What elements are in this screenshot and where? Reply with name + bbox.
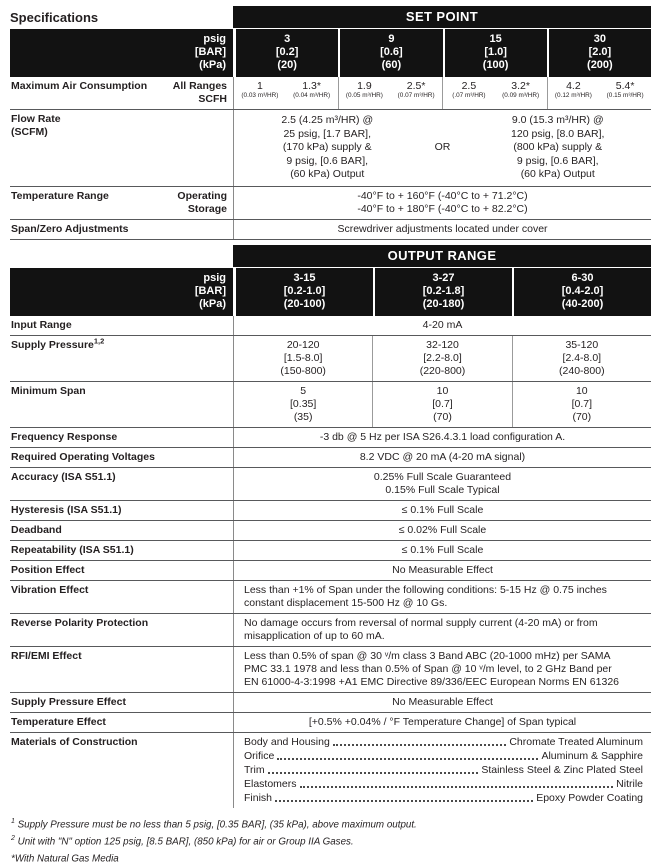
row-label [10, 77, 233, 109]
row-repeatability [10, 541, 651, 561]
label-text: Repeatability (ISA S51.1) [11, 544, 134, 557]
label-text: Reverse Polarity Protection [11, 617, 148, 630]
value-text: No Measurable Effect [236, 564, 649, 577]
set-point-column-3 [443, 29, 547, 77]
row-accuracy [10, 468, 651, 501]
value-line: [1.5-8.0] [234, 352, 372, 365]
value-text: ≤ 0.1% Full Scale [236, 544, 649, 557]
value-pair [390, 80, 442, 106]
col-line: (20-100) [236, 298, 373, 311]
material-item [234, 763, 649, 777]
value: 2.5* [390, 80, 442, 92]
value-line: 10 [373, 385, 511, 398]
value: 3.2* [495, 80, 547, 92]
value-line: 35-120 [513, 339, 651, 352]
row-hysteresis [10, 501, 651, 521]
max-air-cell-1 [234, 77, 338, 109]
label-text: Hysteresis (ISA S51.1) [11, 504, 122, 517]
value-text: No Measurable Effect [236, 696, 649, 709]
set-point-column-1 [236, 29, 338, 77]
row-input-range [10, 316, 651, 336]
row-position-effect [10, 561, 651, 581]
value-line: (70) [373, 411, 511, 424]
row-label [10, 647, 233, 692]
flow-line: 9 psig, [0.6 BAR], [465, 155, 652, 169]
col-line: (200) [549, 59, 651, 72]
or-separator: OR [421, 141, 465, 154]
col-line: 3-27 [375, 272, 512, 285]
row-supply-pressure [10, 336, 651, 382]
unit-line: (kPa) [10, 298, 226, 311]
row-minimum-span [10, 382, 651, 428]
row-rfi-emi [10, 647, 651, 693]
value: 5.4* [599, 80, 651, 92]
label-text: Materials of Construction [11, 736, 138, 749]
row-label [10, 541, 233, 560]
material-value: Nitrile [616, 777, 643, 791]
unit: (0.03 m³/HR) [234, 92, 286, 100]
value-line: (70) [513, 411, 651, 424]
output-range-unit-cell [10, 268, 233, 316]
footnote-marker: 1 [11, 818, 15, 825]
value-text: [+0.5% +0.04% / °F Temperature Change] of Span typical [236, 716, 649, 729]
label-line: (SCFM) [11, 126, 61, 139]
row-label [10, 501, 233, 520]
value-line: misapplication of up to 60 mA. [244, 630, 649, 643]
flow-line: (60 kPa) Output [234, 168, 421, 182]
footnotes [10, 808, 651, 865]
label-text: Minimum Span [11, 385, 86, 398]
value-line: 32-120 [373, 339, 511, 352]
row-value [233, 713, 651, 732]
row-value [233, 468, 651, 500]
col-line: [0.2] [236, 46, 338, 59]
temperature-values [233, 187, 651, 219]
value: 1.3* [286, 80, 338, 92]
value: 2.5 [443, 80, 495, 92]
output-range-column-3 [512, 268, 651, 316]
label-line: Flow Rate [11, 113, 61, 126]
value-line: [2.4-8.0] [513, 352, 651, 365]
label-text: Accuracy (ISA S51.1) [11, 471, 116, 484]
footnote-1 [11, 815, 651, 832]
row-value [233, 501, 651, 520]
unit: (.07 m³/HR) [443, 92, 495, 100]
set-point-columns [236, 29, 651, 77]
unit-line: (kPa) [10, 59, 226, 72]
label-text [11, 339, 104, 352]
row-label [10, 614, 233, 646]
output-range-column-1 [236, 268, 373, 316]
value-line: [0.35] [234, 398, 372, 411]
label-text: Span/Zero Adjustments [11, 223, 128, 236]
row-flow-rate [10, 110, 651, 187]
row-supply-pressure-effect [10, 693, 651, 713]
col-line: (60) [340, 59, 442, 72]
dot-leader [275, 800, 533, 802]
col-line: (40-200) [514, 298, 651, 311]
value-pair [286, 80, 338, 106]
value-text: ≤ 0.1% Full Scale [236, 504, 649, 517]
value-line: (240-800) [513, 365, 651, 378]
value-line: 20-120 [234, 339, 372, 352]
label-text: Input Range [11, 319, 72, 332]
col-line: 15 [445, 33, 547, 46]
material-name: Orifice [244, 749, 274, 763]
row-label [10, 733, 233, 808]
minimum-span-cell-3 [512, 382, 651, 427]
span-zero-value [233, 220, 651, 239]
row-value [233, 581, 651, 613]
flow-rate-high [465, 114, 652, 182]
value-line: (220-800) [373, 365, 511, 378]
flow-line: 2.5 (4.25 m³/HR) @ [234, 114, 421, 128]
label-text: Supply Pressure Effect [11, 696, 126, 709]
minimum-span-cells [233, 382, 651, 427]
materials-list [233, 733, 651, 808]
set-point-unit-cell [10, 29, 233, 77]
row-label [10, 581, 233, 613]
material-name: Finish [244, 791, 272, 805]
row-label [10, 382, 233, 427]
label-text: Required Operating Voltages [11, 451, 155, 464]
row-value [233, 448, 651, 467]
row-label [10, 187, 233, 219]
flow-rate-low [234, 114, 421, 182]
flow-line: (170 kPa) supply & [234, 141, 421, 155]
col-line: [1.0] [445, 46, 547, 59]
max-air-cell-3 [442, 77, 547, 109]
supply-pressure-cells [233, 336, 651, 381]
supply-pressure-cell-3 [512, 336, 651, 381]
row-value [233, 521, 651, 540]
unit: (0.12 m³/HR) [548, 92, 600, 100]
label-text: Frequency Response [11, 431, 117, 444]
material-name: Elastomers [244, 777, 297, 791]
output-range-units-row [10, 268, 651, 316]
row-label [10, 110, 233, 186]
label-inner: Supply Pressure [11, 339, 94, 351]
row-value [233, 693, 651, 712]
footnote-text: Supply Pressure must be no less than 5 psig, [0.35 BAR], (35 kPa), above maximum output. [15, 819, 417, 830]
dot-leader [300, 786, 614, 788]
footnote-asterisk [11, 849, 651, 865]
material-value: Chromate Treated Aluminum [509, 735, 643, 749]
value: 4.2 [548, 80, 600, 92]
value-line: PMC 33.1 1978 and less than 0.5% of Span @ 10 ᵛ/m level, to 2 GHz Band per [244, 663, 649, 676]
value-line: [2.2-8.0] [373, 352, 511, 365]
unit-line: psig [10, 272, 226, 285]
row-value [233, 647, 651, 692]
material-name: Trim [244, 763, 265, 777]
footnote-ref: 1,2 [94, 336, 104, 345]
col-line: [0.2-1.0] [236, 285, 373, 298]
col-line: (100) [445, 59, 547, 72]
value-pair [548, 80, 600, 106]
material-value: Stainless Steel & Zinc Plated Steel [481, 763, 643, 777]
value-line: 0.15% Full Scale Typical [236, 484, 649, 497]
value-line: [0.7] [513, 398, 651, 411]
value-text: -3 db @ 5 Hz per ISA S26.4.3.1 load configuration A. [236, 431, 649, 444]
material-value: Aluminum & Sapphire [541, 749, 643, 763]
value-pair [234, 80, 286, 106]
label-text: Temperature Range [11, 190, 109, 203]
set-point-band-title: SET POINT [233, 6, 651, 28]
value-pair [443, 80, 495, 106]
value-line: EN 61000-4-3:1998 +A1 EMC Directive 89/336/EEC European Norms EN 61326 [244, 676, 649, 689]
value-line: constant displacement 15-500 Hz @ 10 Gs. [244, 597, 649, 610]
row-value [233, 561, 651, 580]
unit: (0.07 m³/HR) [390, 92, 442, 100]
label-text: Maximum Air Consumption [11, 80, 147, 93]
page-title: Specifications [10, 6, 233, 25]
unit: (0.15 m³/HR) [599, 92, 651, 100]
material-item [234, 735, 649, 749]
sub-line: Storage [177, 203, 227, 216]
output-range-column-2 [373, 268, 512, 316]
value: 1.9 [339, 80, 391, 92]
row-value [233, 541, 651, 560]
row-frequency-response [10, 428, 651, 448]
unit-line: psig [10, 33, 226, 46]
row-materials [10, 733, 651, 808]
col-line: [0.6] [340, 46, 442, 59]
value-line: (150-800) [234, 365, 372, 378]
title-corner [10, 6, 233, 28]
value-text: 4-20 mA [236, 319, 649, 332]
label-sub [173, 80, 233, 106]
row-label [10, 561, 233, 580]
label-text: Temperature Effect [11, 716, 106, 729]
row-label [10, 448, 233, 467]
col-line: (20) [236, 59, 338, 72]
value-line: Less than +1% of Span under the following conditions: 5-15 Hz @ 0.75 inches [244, 584, 649, 597]
label-text: Deadband [11, 524, 62, 537]
value-text: Screwdriver adjustments located under cover [236, 223, 649, 236]
max-air-cells [233, 77, 651, 109]
row-label [10, 336, 233, 381]
value: 1 [234, 80, 286, 92]
value-line: 5 [234, 385, 372, 398]
value-pair [599, 80, 651, 106]
flow-line: (800 kPa) supply & [465, 141, 652, 155]
col-line: 6-30 [514, 272, 651, 285]
storage-range: -40°F to + 180°F (-40°C to + 82.2°C) [236, 203, 649, 216]
value-text: ≤ 0.02% Full Scale [236, 524, 649, 537]
flow-line: 9 psig, [0.6 BAR], [234, 155, 421, 169]
blank-corner [10, 245, 233, 267]
max-air-cell-2 [338, 77, 443, 109]
row-value [233, 614, 651, 646]
row-vibration-effect [10, 581, 651, 614]
flow-line: 120 psig, [8.0 BAR], [465, 128, 652, 142]
supply-pressure-cell-1 [234, 336, 372, 381]
footnote-text: Unit with "N" option 125 psig, [8.5 BAR], (850 kPa) for air or Group IIA Gases. [15, 836, 354, 847]
output-range-band-title: OUTPUT RANGE [233, 245, 651, 267]
label-text: Vibration Effect [11, 584, 88, 597]
value-line: 10 [513, 385, 651, 398]
footnote-marker: 2 [11, 835, 15, 842]
row-label [10, 713, 233, 732]
row-temperature-effect [10, 713, 651, 733]
row-label [10, 428, 233, 447]
col-line: 3-15 [236, 272, 373, 285]
label-sub [177, 190, 233, 216]
row-value [233, 428, 651, 447]
col-line: (20-180) [375, 298, 512, 311]
row-label [10, 693, 233, 712]
dot-leader [268, 772, 479, 774]
label-text [11, 113, 61, 139]
max-air-cell-4 [547, 77, 652, 109]
value-line: (35) [234, 411, 372, 424]
set-point-column-4 [547, 29, 651, 77]
flow-line: 9.0 (15.3 m³/HR) @ [465, 114, 652, 128]
material-value: Epoxy Powder Coating [536, 791, 643, 805]
flow-rate-content [233, 110, 651, 186]
minimum-span-cell-2 [372, 382, 511, 427]
flow-line: 25 psig, [1.7 BAR], [234, 128, 421, 142]
col-line: 3 [236, 33, 338, 46]
sub-line: All Ranges [173, 80, 227, 93]
unit-line: [BAR] [10, 285, 226, 298]
operating-range: -40°F to + 160°F (-40°C to + 71.2°C) [236, 190, 649, 203]
material-item [234, 791, 649, 805]
input-range-value [233, 316, 651, 335]
set-point-column-2 [338, 29, 442, 77]
material-item [234, 777, 649, 791]
col-line: 9 [340, 33, 442, 46]
material-item [234, 749, 649, 763]
set-point-header-row [10, 6, 651, 28]
row-label [10, 316, 233, 335]
value-line: [0.7] [373, 398, 511, 411]
row-max-air-consumption [10, 77, 651, 110]
col-line: 30 [549, 33, 651, 46]
row-deadband [10, 521, 651, 541]
row-span-zero [10, 220, 651, 240]
dot-leader [333, 744, 507, 746]
label-text: RFI/EMI Effect [11, 650, 82, 663]
footnote-2 [11, 832, 651, 849]
value-pair [495, 80, 547, 106]
unit: (0.05 m³/HR) [339, 92, 391, 100]
set-point-units-row [10, 29, 651, 77]
row-required-voltages [10, 448, 651, 468]
row-label [10, 468, 233, 500]
value-line: No damage occurs from reversal of normal supply current (4-20 mA) or from [244, 617, 649, 630]
material-name: Body and Housing [244, 735, 330, 749]
output-range-header-row [10, 245, 651, 267]
supply-pressure-cell-2 [372, 336, 511, 381]
col-line: [0.2-1.8] [375, 285, 512, 298]
sub-line: SCFH [173, 93, 227, 106]
label-text: Position Effect [11, 564, 85, 577]
flow-line: (60 kPa) Output [465, 168, 652, 182]
value-text: 8.2 VDC @ 20 mA (4-20 mA signal) [236, 451, 649, 464]
unit: (0.09 m³/HR) [495, 92, 547, 100]
row-label [10, 521, 233, 540]
output-range-columns [236, 268, 651, 316]
value-line: Less than 0.5% of span @ 30 ᵛ/m class 3 Band ABC (20-1000 mHz) per SAMA [244, 650, 649, 663]
row-reverse-polarity [10, 614, 651, 647]
col-line: [0.4-2.0] [514, 285, 651, 298]
row-label [10, 220, 233, 239]
unit: (0.04 m³/HR) [286, 92, 338, 100]
value-pair [339, 80, 391, 106]
value-line: 0.25% Full Scale Guaranteed [236, 471, 649, 484]
col-line: [2.0] [549, 46, 651, 59]
dot-leader [277, 758, 538, 760]
footnote-text: *With Natural Gas Media [11, 853, 119, 864]
minimum-span-cell-1 [234, 382, 372, 427]
row-temperature-range [10, 187, 651, 220]
sub-line: Operating [177, 190, 227, 203]
unit-line: [BAR] [10, 46, 226, 59]
